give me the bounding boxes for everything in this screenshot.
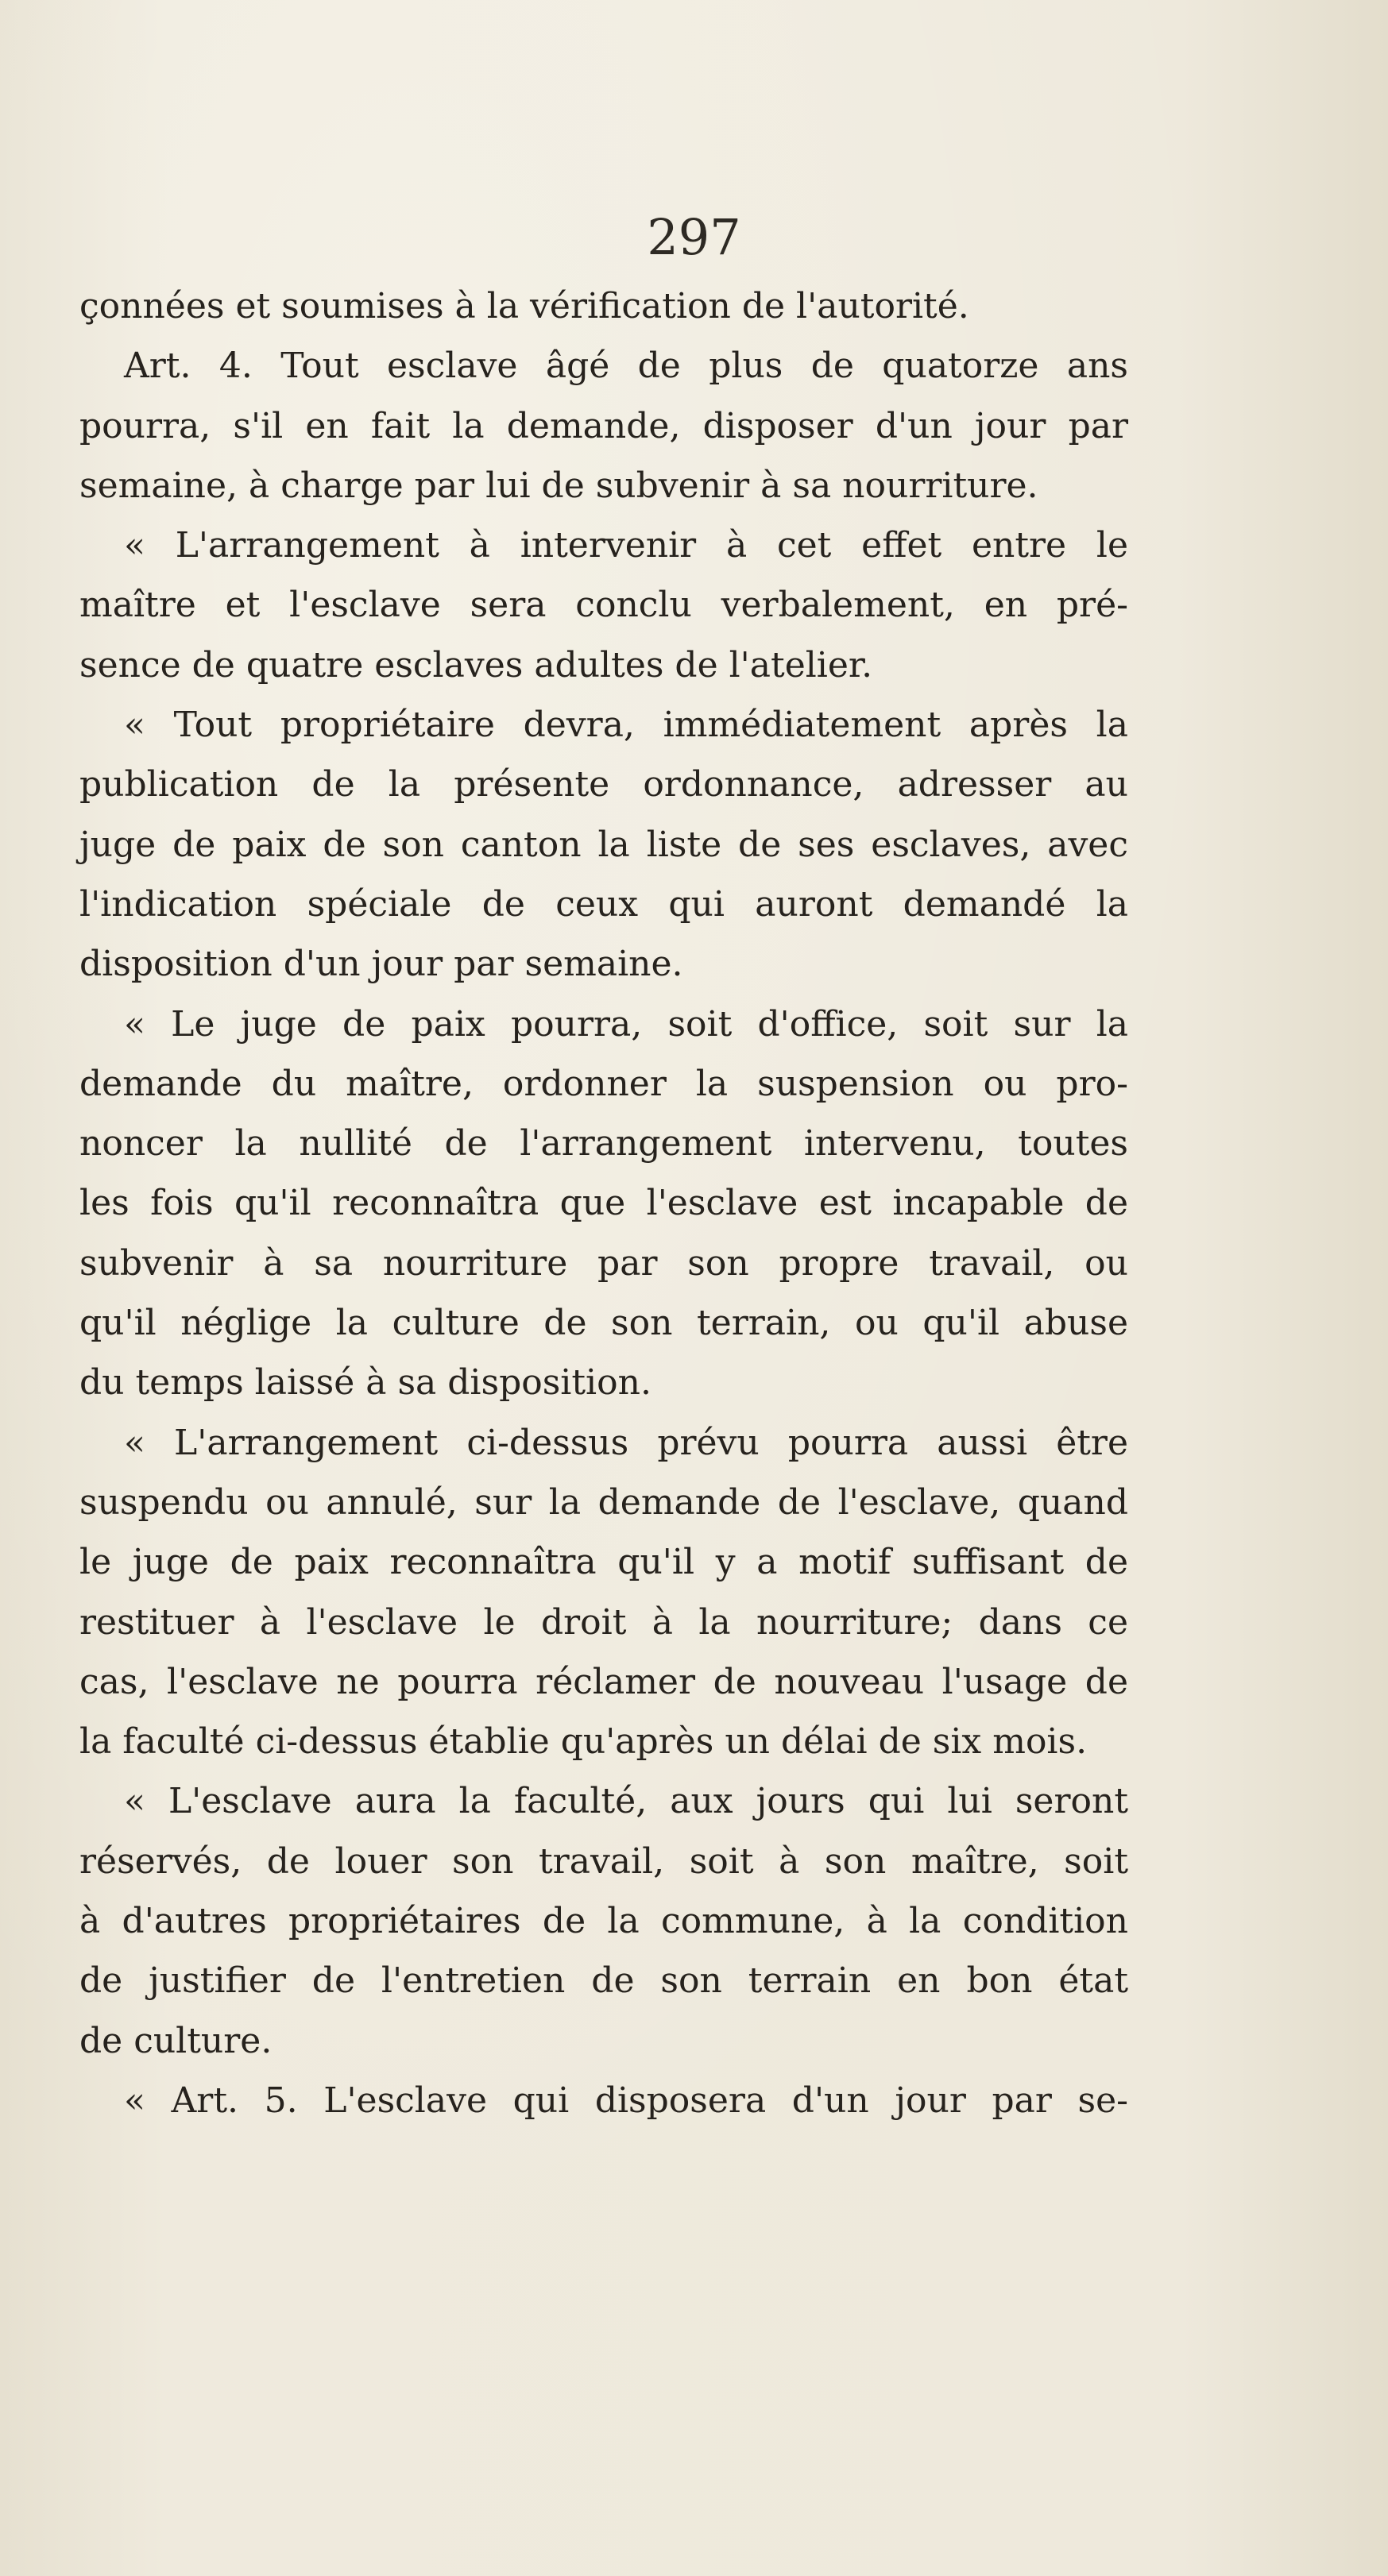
- text-line: subvenir à sa nourriture par son propre travail, ou: [79, 1242, 1128, 1284]
- text-line: la faculté ci-dessus établie qu'après un délai de six mois.: [79, 1721, 1088, 1763]
- text-line: « L'arrangement à intervenir à cet effet entre le: [124, 525, 1128, 566]
- text-line: réservés, de louer son travail, soit à son maître, soit: [79, 1840, 1128, 1882]
- text-line: à d'autres propriétaires de la commune, à la condition: [79, 1901, 1128, 1942]
- text-line: « Art. 5. L'esclave qui disposera d'un jour par se-: [124, 2080, 1128, 2121]
- text-line: le juge de paix reconnaîtra qu'il y a motif suffisant de: [79, 1542, 1128, 1583]
- text-line: restituer à l'esclave le droit à la nourriture; dans ce: [79, 1601, 1128, 1643]
- text-line: du temps laissé à sa disposition.: [79, 1362, 651, 1404]
- text-line: de culture.: [79, 2020, 273, 2061]
- text-line: « L'esclave aura la faculté, aux jours qui lui seront: [124, 1781, 1128, 1822]
- text-line: pourra, s'il en fait la demande, disposer d'un jour par: [79, 405, 1128, 446]
- text-line: publication de la présente ordonnance, adresser au: [79, 764, 1128, 805]
- text-line: demande du maître, ordonner la suspension ou pro-: [79, 1063, 1128, 1104]
- text-line: de justifier de l'entretien de son terrain en bon état: [79, 1960, 1128, 2002]
- text-line: Art. 4. Tout esclave âgé de plus de quatorze ans: [124, 346, 1128, 387]
- body-text: [79, 276, 1128, 2130]
- text-line: les fois qu'il reconnaîtra que l'esclave est incapable de: [79, 1183, 1128, 1224]
- text-line: « L'arrangement ci-dessus prévu pourra aussi être: [124, 1422, 1128, 1463]
- text-line: noncer la nullité de l'arrangement intervenu, toutes: [79, 1123, 1128, 1164]
- text-line: qu'il néglige la culture de son terrain, ou qu'il abuse: [79, 1303, 1128, 1344]
- text-line: l'indication spéciale de ceux qui auront demandé la: [79, 883, 1128, 925]
- text-line: disposition d'un jour par semaine.: [79, 944, 683, 985]
- text-line: « Tout propriétaire devra, immédiatement après la: [124, 705, 1128, 746]
- text-line: maître et l'esclave sera conclu verbalement, en pré-: [79, 585, 1128, 626]
- text-line: çonnées et soumises à la vérification de l'autorité.: [79, 286, 969, 326]
- text-line: cas, l'esclave ne pourra réclamer de nouveau l'usage de: [79, 1661, 1128, 1702]
- text-line: « Le juge de paix pourra, soit d'office, soit sur la: [124, 1003, 1128, 1045]
- text-line: semaine, à charge par lui de subvenir à sa nourriture.: [79, 465, 1038, 506]
- text-line: sence de quatre esclaves adultes de l'atelier.: [79, 644, 873, 686]
- text-line: suspendu ou annulé, sur la demande de l'esclave, quand: [79, 1481, 1128, 1523]
- text-line: juge de paix de son canton la liste de ses esclaves, avec: [79, 824, 1128, 865]
- page-number: 297: [647, 208, 741, 266]
